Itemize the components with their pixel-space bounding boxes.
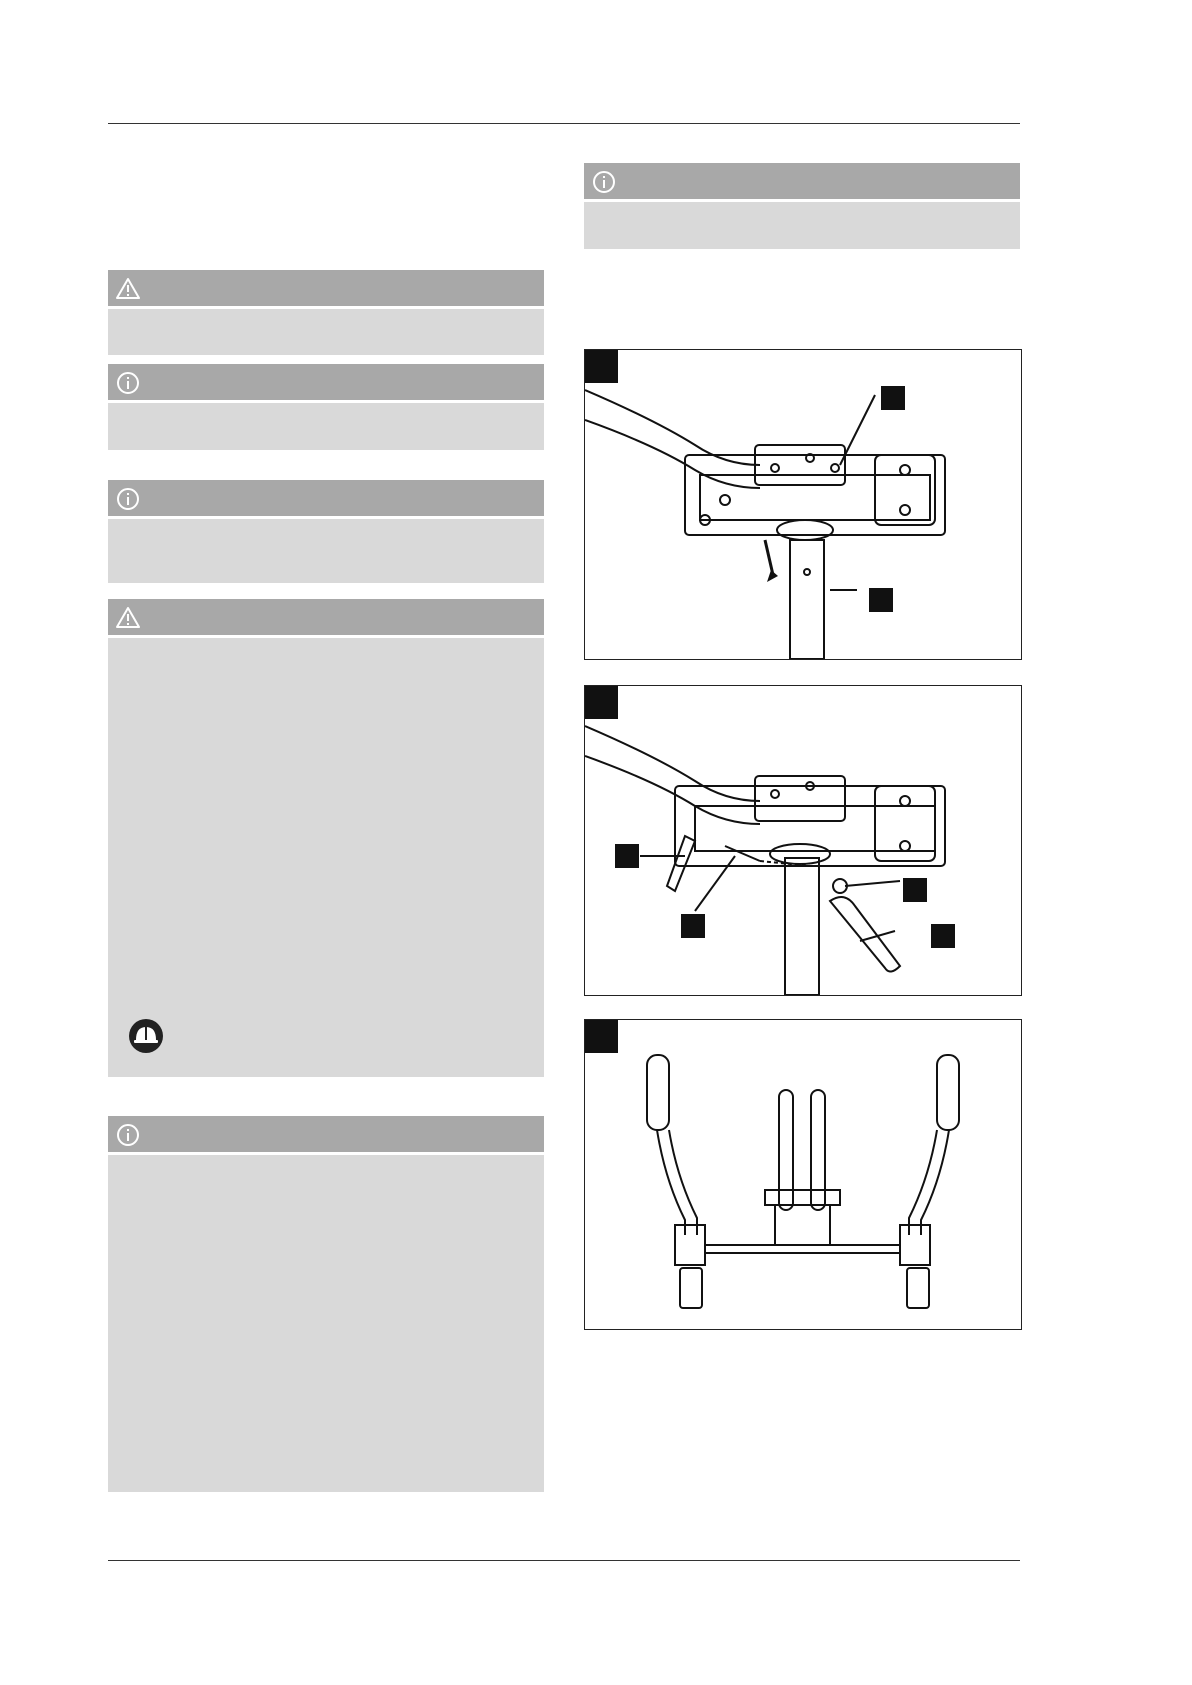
figure-1-handle-mount xyxy=(584,349,1022,660)
top-rule xyxy=(108,123,1020,124)
figure-tag xyxy=(585,1020,618,1053)
figure-tag xyxy=(585,686,618,719)
safety-helmet-icon xyxy=(128,1018,164,1054)
callout-box xyxy=(931,924,955,948)
callout-box xyxy=(881,386,905,410)
figure-tag xyxy=(585,350,618,383)
figure-1-illustration xyxy=(585,350,1021,659)
figure-2-fastening xyxy=(584,685,1022,996)
figure-3-illustration xyxy=(585,1020,1021,1329)
warning-box-2 xyxy=(108,599,544,1077)
warning-triangle-icon xyxy=(116,606,140,630)
info-box-3 xyxy=(108,1116,544,1492)
info-circle-icon xyxy=(116,371,140,395)
info-header xyxy=(108,1116,544,1155)
callout-box xyxy=(615,844,639,868)
callout-box xyxy=(681,914,705,938)
info-circle-icon xyxy=(592,170,616,194)
warning-triangle-icon xyxy=(116,277,140,301)
info-header xyxy=(108,364,544,403)
figure-2-illustration xyxy=(585,686,1021,995)
callout-box xyxy=(869,588,893,612)
warning-header xyxy=(108,270,544,309)
info-box-2 xyxy=(108,480,544,583)
callout-box xyxy=(903,878,927,902)
figure-3-assembled-handles xyxy=(584,1019,1022,1330)
info-header xyxy=(584,163,1020,202)
info-box-1 xyxy=(108,364,544,450)
warning-header xyxy=(108,599,544,638)
bottom-rule xyxy=(108,1560,1020,1561)
info-box-4 xyxy=(584,163,1020,249)
info-circle-icon xyxy=(116,1123,140,1147)
info-header xyxy=(108,480,544,519)
info-circle-icon xyxy=(116,487,140,511)
warning-box-1 xyxy=(108,270,544,355)
